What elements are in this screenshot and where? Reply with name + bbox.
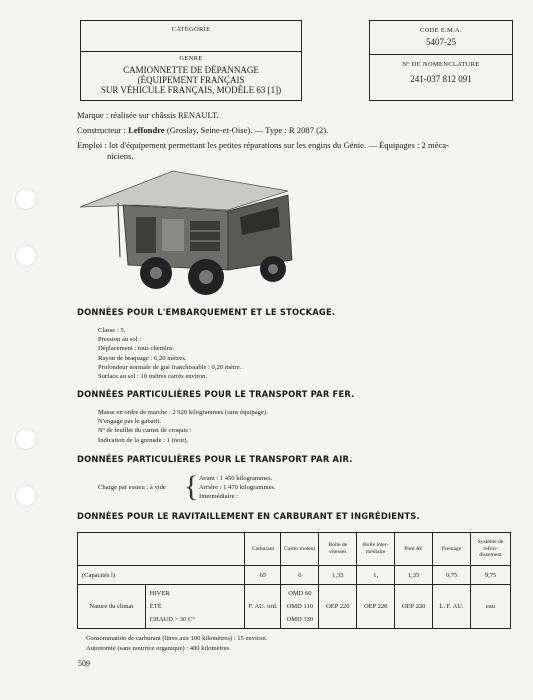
marque-line: Marque : réalisée sur châssis RENAULT. (77, 110, 219, 120)
table-cell: 1, (357, 566, 395, 585)
categorie-label: CATÉGORIE (171, 26, 211, 33)
code-ema-value: 5407-25 (426, 37, 456, 47)
fer-line: Indication de la grenade : 1 (noir). (98, 436, 189, 444)
category-box (80, 20, 302, 101)
marque-label: Marque (77, 110, 104, 120)
climat-ete: ÉTÉ (149, 603, 162, 610)
section-title-fer: DONNÉES PARTICULIÈRES POUR LE TRANSPORT PAR FER. (77, 390, 355, 400)
nomenclature-label: Nº DE NOMENCLATURE (402, 61, 480, 68)
table-cell: OEP 220 (319, 585, 357, 629)
ravitaillement-table (77, 532, 511, 629)
table-cell: 9,75 (471, 566, 511, 585)
climat-chaud: CHAUD > 30 C° (149, 616, 195, 623)
air-line: Intermédiaire : (199, 493, 238, 501)
embarquement-line: Profondeur normale de gué franchissable : 0,20 mètre. (98, 363, 242, 371)
constructeur-label: Constructeur (77, 125, 122, 135)
table-header: Système de refroi-dissement (471, 533, 511, 566)
air-line: Avant : 1 450 kilogrammes. (199, 475, 273, 482)
table-cell: F. AU. ord. (245, 585, 281, 629)
footer-line: Autonomie (sans nourrice organique) : 400 kilomètres. (86, 644, 231, 652)
genre-label: GENRE (179, 55, 203, 62)
emploi-line: Emploi : lot d'équipement permettant les petites réparations sur les engins du Génie. — Équipages : 2 méca- (77, 140, 449, 150)
binder-hole (15, 245, 37, 267)
code-box (369, 20, 513, 101)
binder-hole (15, 485, 37, 507)
climat-list (145, 585, 245, 629)
table-cell: (Capacités l) (78, 566, 245, 585)
binder-hole (15, 428, 37, 450)
table-cell: 1,35 (319, 566, 357, 585)
table-cell: L. F. AU. (433, 585, 471, 629)
page-number: 509 (78, 659, 90, 668)
table-header-empty (78, 533, 245, 566)
genre-line-1: CAMIONNETTE DE DÉPANNAGE (123, 65, 259, 75)
embarquement-line: Déplacement : tous chemins. (98, 345, 175, 353)
embarquement-body (98, 326, 241, 381)
section-title-ravitaillement: DONNÉES POUR LE RAVITAILLEMENT EN CARBURANT ET INGRÉDIENTS. (77, 512, 420, 522)
genre-line-3: SUR VÉHICULE FRANÇAIS, MODÈLE 63 [1]) (100, 85, 282, 95)
embarquement-line: Surface au sol : 10 mètres carrés environ. (98, 373, 208, 381)
embarquement-line: Pression au sol : (98, 336, 142, 344)
air-line: Arrière : 1 470 kilogrammes. (199, 484, 276, 492)
footer-lines (86, 634, 267, 653)
air-body (199, 474, 276, 502)
table-header: Carburant (245, 533, 281, 566)
table-cell: 0,75 (433, 566, 471, 585)
air-charge-label: Charge par essieu : à vide (98, 484, 166, 491)
fer-line: Nº de feuillet du carnet de croquis : (98, 427, 192, 435)
fer-body (98, 408, 268, 445)
constructeur-name: Leffondre (128, 125, 165, 135)
vehicle-photo (78, 165, 298, 300)
table-header: Boîte de vitesses (319, 533, 357, 566)
table-header-row (78, 533, 511, 566)
emploi-line-2: niciens. (107, 151, 134, 161)
table-cell: OEP 220 (357, 585, 395, 629)
code-ema-label: CODE E.M.A. (420, 27, 462, 34)
embarquement-line: Classe : 5. (98, 327, 126, 334)
table-header: Freinage (433, 533, 471, 566)
binder-hole (15, 188, 37, 210)
table-cell: Nature du climat (78, 585, 146, 629)
nomenclature-value: 241-037 812 091 (410, 74, 472, 84)
footer-line: Consommation de carburant (litres aux 100 kilomètres) : 15 environ. (86, 635, 268, 642)
table-cell: 65 (245, 566, 281, 585)
section-title-air: DONNÉES PARTICULIÈRES POUR LE TRANSPORT PAR AIR. (77, 455, 353, 465)
embarquement-line: Rayon de braquage : 6,20 mètres. (98, 354, 187, 362)
table-header: Boîte inter-médiaire (357, 533, 395, 566)
brace: { (184, 470, 199, 503)
table-row-capacites (78, 566, 511, 585)
emploi-label: Emploi (77, 140, 103, 150)
table-cell: OEP 220 (395, 585, 433, 629)
table-cell: eau (471, 585, 511, 629)
genre-line-2: (ÉQUIPEMENT FRANÇAIS (137, 75, 245, 85)
climat-hiver: HIVER (149, 590, 170, 597)
fer-line: N'engage pas le gabarit. (98, 418, 162, 426)
table-cell: 1,35 (395, 566, 433, 585)
constructeur-line: Constructeur : Leffondre (Groslay, Seine-et-Oise). — Type : R 2087 (2). (77, 125, 329, 135)
section-title-embarquement: DONNÉES POUR L'EMBARQUEMENT ET LE STOCKAGE. (77, 308, 336, 318)
fer-line: Masse en ordre de marche : 2 920 kilogrammes (sans équipage). (98, 409, 268, 416)
table-header: Carter moteur (281, 533, 319, 566)
carter-list: OMD 60 OMD 110 OMD 330 (281, 585, 319, 629)
table-cell: 6 (281, 566, 319, 585)
table-header: Pont AV (395, 533, 433, 566)
table-row-climat (78, 585, 511, 629)
